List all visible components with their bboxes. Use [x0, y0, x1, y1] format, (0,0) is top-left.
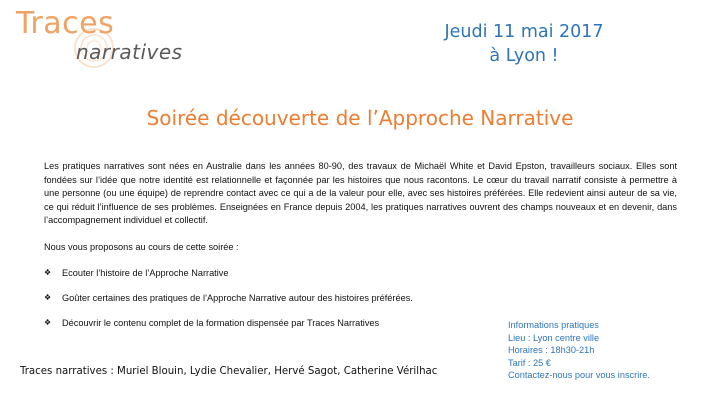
- list-item: [44, 291, 413, 304]
- practical-info: [508, 319, 650, 382]
- logo-word-narratives: narratives: [76, 40, 183, 64]
- practical-heading: Informations pratiques: [508, 320, 599, 330]
- page-title: Soirée découverte de l’Approche Narrative: [146, 106, 574, 130]
- diamond-bullet-icon: ❖: [44, 268, 52, 277]
- team-credits: Traces narratives : Muriel Blouin, Lydie Chevalier, Hervé Sagot, Catherine Vérilhac: [20, 366, 438, 377]
- practical-place: Lieu : Lyon centre ville: [508, 332, 600, 343]
- practical-price: Tarif : 25 €: [508, 357, 551, 368]
- intro-paragraph: Les pratiques narratives sont nées en Australie dans les années 80-90, des travaux de Michaël White et David Epston, travailleurs sociaux. Elles sont fondées sur l’idée que notre identité est relationnelle et façonnée par les histoires que nous racontons. Le cœur du travail narratif consiste à permettre à une personne (ou une équipe) de reprendre contact avec ce qui a de la valeur pour elle, avec ses histoires préférées. Elle redevient ainsi auteur de sa vie, ce qui réduit l’influence de ses problèmes. Enseignées en France depuis 2004, les pratiques narratives ouvrent des champs nouveaux et en devenir, dans l’accompagnement individuel et collectif.: [44, 161, 677, 225]
- practical-hours: Horaires : 18h30-21h: [508, 345, 595, 355]
- program-list: [44, 266, 413, 341]
- proposal-lead: Nous vous proposons au cours de cette soirée :: [44, 242, 239, 252]
- diamond-bullet-icon: ❖: [44, 293, 52, 302]
- event-city: à Lyon !: [489, 46, 559, 66]
- traces-narratives-logo: [16, 8, 236, 70]
- list-item: [44, 316, 413, 329]
- practical-contact: Contactez-nous pour vous inscrire.: [508, 370, 650, 380]
- list-item-text: Découvrir le contenu complet de la formation dispensée par Traces Narratives: [62, 317, 380, 328]
- logo-word-traces: Traces: [16, 6, 115, 41]
- event-date-block: [414, 20, 634, 68]
- list-item-text: Ecouter l’histoire de l’Approche Narrative: [62, 267, 229, 278]
- diamond-bullet-icon: ❖: [44, 318, 52, 327]
- list-item: [44, 266, 413, 279]
- list-item-text: Goûter certaines des pratiques de l’Approche Narrative autour des histoires préférées.: [62, 292, 413, 303]
- event-date: Jeudi 11 mai 2017: [444, 22, 604, 42]
